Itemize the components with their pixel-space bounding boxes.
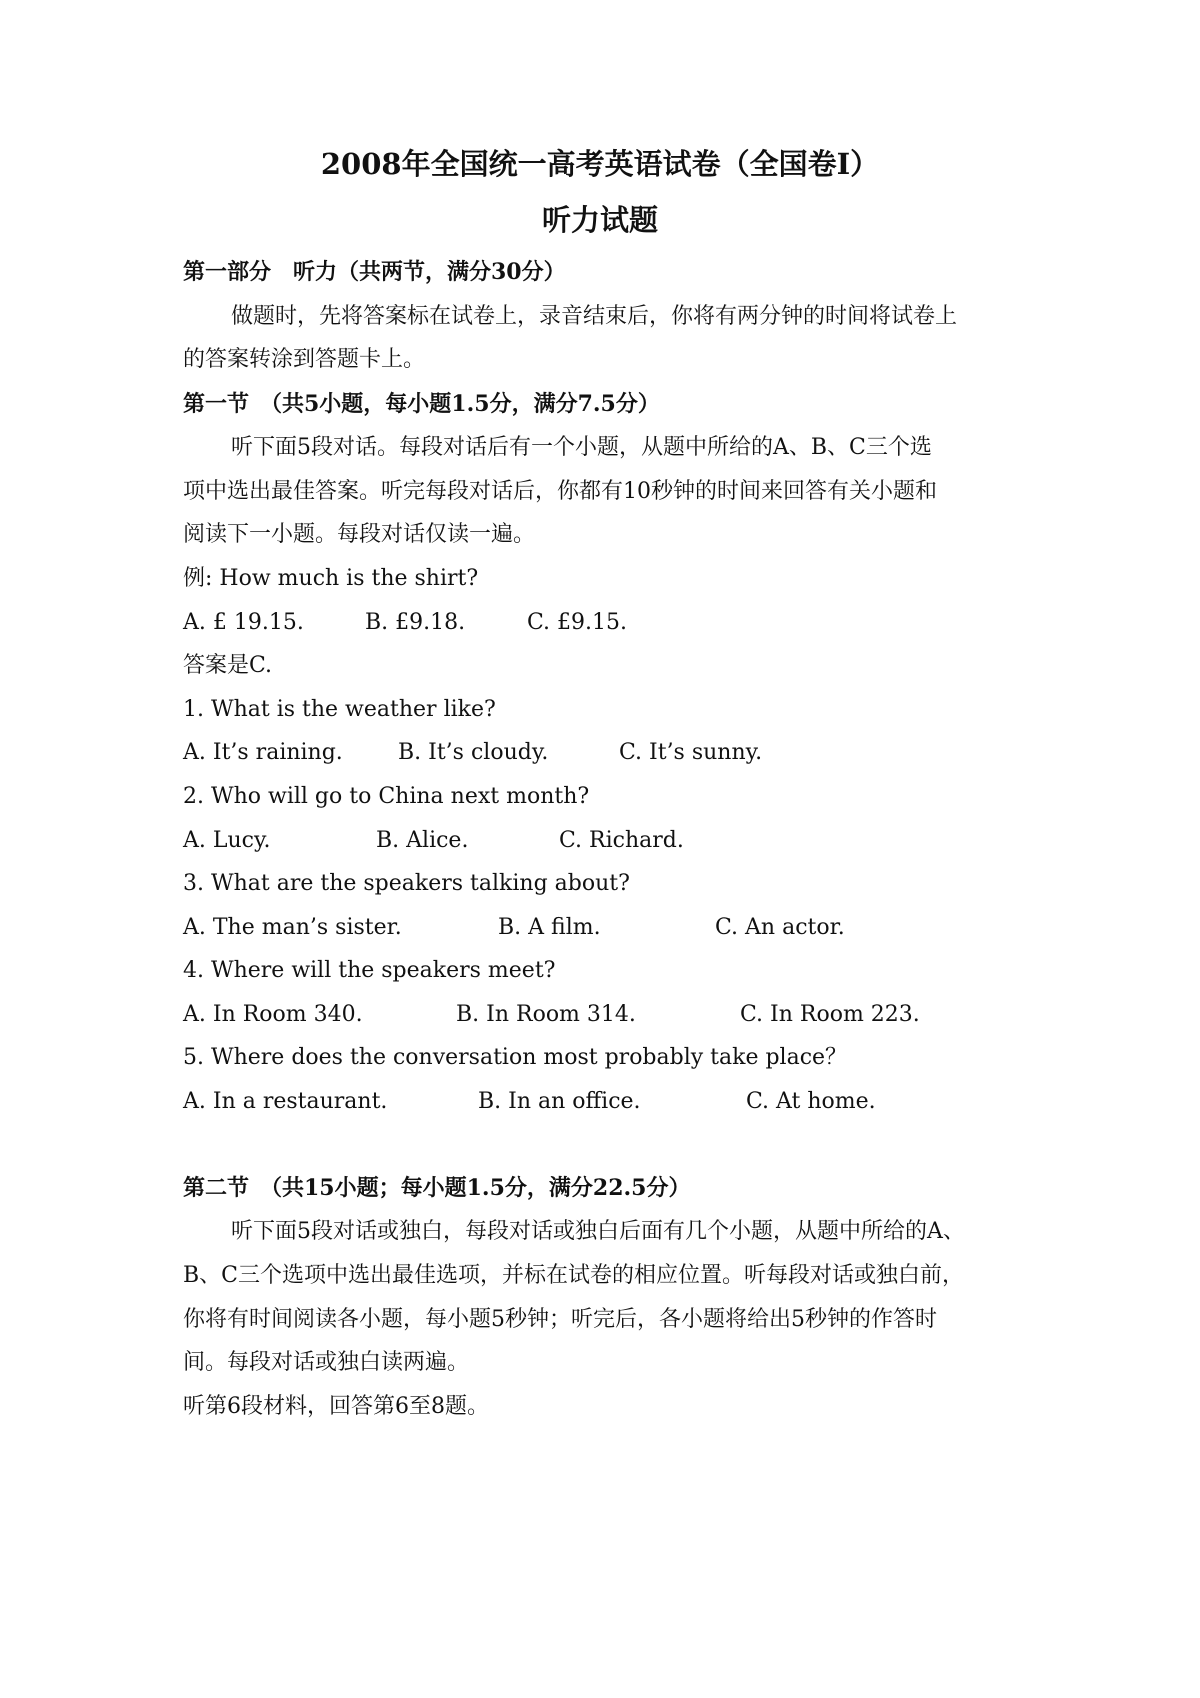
example-answer: 答案是C. [183,653,273,678]
section1-intro-line: 项中选出最佳答案。听完每段对话后，你都有10秒钟的时间来回答有关小题和 [183,479,937,504]
section1-intro-line: 听下面5段对话。每段对话后有一个小题，从题中所给的A、B、C三个选 [231,435,932,460]
question-2-option-c: C. Richard. [559,828,684,853]
question-5-option-a: A. In a restaurant. [183,1089,388,1114]
question-3: 3. What are the speakers talking about? [183,871,630,896]
part1-intro-line: 做题时，先将答案标在试卷上，录音结束后，你将有两分钟的时间将试卷上 [231,304,958,329]
question-2-option-a: A. Lucy. [183,828,271,853]
question-4: 4. Where will the speakers meet? [183,958,556,983]
question-3-option-b: B. A film. [498,915,601,940]
question-1-option-b: B. It’s cloudy. [398,740,549,765]
section1-intro-line: 阅读下一小题。每段对话仅读一遍。 [183,522,536,547]
example-question: 例: How much is the shirt? [183,566,479,591]
question-3-option-c: C. An actor. [715,915,845,940]
example-option-c: C. £9.15. [527,610,628,635]
question-5: 5. Where does the conversation most probably take place？ [183,1045,848,1070]
section2-intro-line: 间。每段对话或独白读两遍。 [183,1350,470,1375]
section1-heading: 第一节 （共5小题，每小题1.5分，满分7.5分） [183,391,660,417]
exam-title: 2008年全国统一高考英语试卷（全国卷I） [320,147,880,181]
question-2: 2. Who will go to China next month? [183,784,590,809]
question-4-option-a: A. In Room 340. [183,1002,363,1027]
example-option-b: B. £9.18. [365,610,466,635]
question-1: 1. What is the weather like? [183,697,496,722]
material-note: 听第6段材料，回答第6至8题。 [183,1394,489,1419]
question-1-option-a: A. It’s raining. [183,740,343,765]
example-option-a: A. £ 19.15. [183,610,304,635]
question-3-option-a: A. The man’s sister. [183,915,402,940]
part1-heading: 第一部分 听力（共两节，满分30分） [183,259,566,285]
section2-intro-line: B、C三个选项中选出最佳选项，并标在试卷的相应位置。听每段对话或独白前， [183,1263,965,1288]
part1-intro-line: 的答案转涂到答题卡上。 [183,347,426,372]
question-1-option-c: C. It’s sunny. [619,740,763,765]
question-5-option-b: B. In an office. [478,1089,641,1114]
question-4-option-c: C. In Room 223. [740,1002,920,1027]
section2-intro-line: 听下面5段对话或独白，每段对话或独白后面有几个小题，从题中所给的A、 [231,1219,965,1244]
question-2-option-b: B. Alice. [376,828,469,853]
question-5-option-c: C. At home. [746,1089,876,1114]
section2-intro-line: 你将有时间阅读各小题，每小题5秒钟；听完后，各小题将给出5秒钟的作答时 [183,1307,937,1332]
section2-heading: 第二节 （共15小题；每小题1.5分，满分22.5分） [183,1175,691,1201]
exam-subtitle: 听力试题 [541,203,658,237]
question-4-option-b: B. In Room 314. [456,1002,636,1027]
